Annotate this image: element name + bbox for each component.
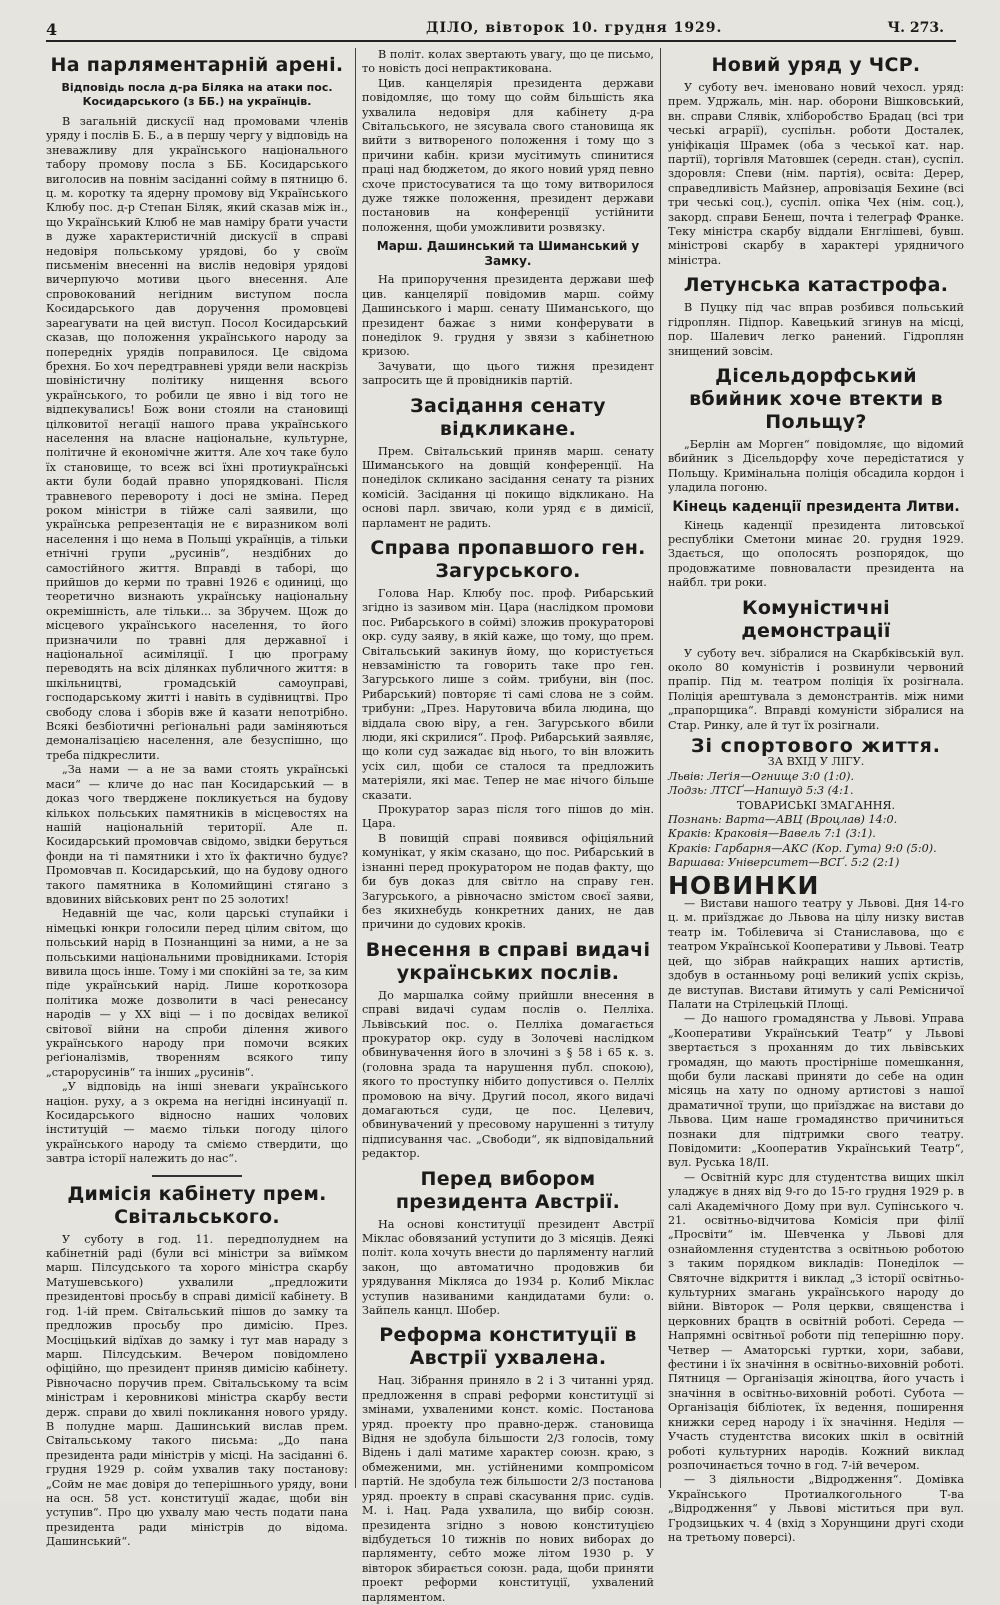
article-paragraph: Кінець каденції президента литовської республіки Сметони минає 20. грудня 1929. Здається, що ополосять розпорядок, що продовжатиме повноваласти президента на найбл. три роки. <box>668 518 964 590</box>
header-rule <box>46 40 956 42</box>
article-paragraph: Голова Нар. Клюбу пос. проф. Рибарський згідно із зазивом мін. Цара (наслідком промови пос. Рибарського в соймі) зложив прокураторові окр. суду заяву, в якій каже, що тому, що прем. Світальський закинув йому, що користується невзаміністю та говорить таке про ген. Загурського лише з сойм. трибуни, він (пос. Рибарський) повторяє ті самі слова не з сойм. трибуни: „През. Нарутовича вбила людина, що віддала свою віру, а ген. Загурського вбили люди, які скрилися“. Проф. Рибарський заявляє, що коли суд зажадає від нього, то він вложить усіх сил, щоби се сталося та предложить матеріяли, які має. Тепер не має нічого більше сказати. <box>362 586 654 802</box>
article-paragraph: До маршалка сойму прийшли внесення в справі видачі судам послів о. Пелліха. Львівський пос. о. Пелліха домагається прокуратор окр. суду в Золочеві наслідком обвинувачення його в злочині з § 58 і 65 к. з. (головна зрада та нарушення публ. спокою), якого то проступку нібито допустився о. Пелліх промовою на вічу. Другий посол, якого видачі домагаються суди, це пос. Целевич, обвинувачений у пресовому нарушенні з титулу підписування час. „Свободи“, як відповідальний редактор. <box>362 988 654 1161</box>
headline-czech-government: Новий уряд у ЧСР. <box>711 54 921 76</box>
article-paragraph: В повищій справі появився офіціяльний комунікат, у якім сказано, що пос. Рибарський в ізнанні перед прокуратором не подав факту, що би був доказ для світло на справу ген. Загурського, а рівночасно змістом своєї заяви, без якихнебудь конкретних даних, не дав причини до судових кроків. <box>362 831 654 932</box>
sport-subheading: ТОВАРИСЬКІ ЗМАГАННЯ. <box>736 798 896 812</box>
news-item: — Освітній курс для студентства вищих шкіл уладжує в днях від 9-го до 15-го грудня 1929 р. в салі Академічного Дому при вул. Супінського ч. 21. освітньо-відчитова Комісія при філії „Просвіти“ ім. Шевченка у Львові для ознайомлення студентства з освітньою роботою з таким порядком викладів: Понеділок — Святочне відкриття і виклад „З історії освітньо-культурних змагань українського народу до війни. Вівторок — Роля церкви, священства і церковних брацтв в освітній роботі. Середа — Напрямні освітньої роботи під теперішню пору. Четвер — Аматорські гуртки, хори, забави, фестини і їх значіння в освітньо-виховній роботі. Пятниця — Організація жіноцтва, його участь і значіння в освітньо-виховній роботі. Субота — Організація бібліотек, їх ведення, поширення книжки серед народу і їх значіння. Неділя — Участь студентства високих шкіл в освітній роботі культурних народів. Кожний виклад розпочинається точно в год. 7-ій вечером. <box>668 1170 964 1472</box>
headline-dusseldorf: Дісельдорфський вбийник хоче втекти в Польщу? <box>689 364 943 433</box>
article-separator <box>152 1175 242 1177</box>
news-item: — До нашого громадянства у Львові. Управа „Кооперативи Український Театр“ у Львові звертається з проханням до тих львівських громадян, що мають простірніше помешкання, щоби були ласкаві приняти до себе на один місяць на хату по одному артистові з нашої драматичної трупи, що приїзджає на вистави до Львова. Цим наше громадянство причиниться познаки для підтримки свого театру. Повідомити: „Кооператив Український Театр“, вул. Руська 18/II. <box>668 1012 964 1170</box>
headline-sport: Зі спортового життя. <box>690 735 942 757</box>
issue-number: Ч. 273. <box>887 20 944 36</box>
article-paragraph: В загальній дискусії над промовами членів уряду і послів Б. Б., а в першу чергу у відповідь на зневажливу для українського національного табору промову посла з ББ. Косидарського виголосив на повнім засіданні сойму в пятницю 6. ц. м. коротку та ядерну промову від Українського Клюбу пос. д-р Степан Біляк, який сказав між ін., що Український Клюб не мав наміру брати участи в дуже характеристичній дискусії в справі недовіря польському урядові, бо у своїм письменім внесенні на вислів недовіря урядові вичерпуючо мотиви цього внесення. Але спровокований негідним виступом посла Косидарського дав доручення промовцеві зареагувати на цей виступ. Посол Косидарський сказав, що положення українського народу за попередніх урядів поправилося. Це свідома брехня. Бо хоч передтравневі уряди вели наскрізь шовіністичну політику нищення всього українського, то робили це явно і від того не відпекувались! Бож вони стояли на становищі цілковитої негації нашого права українського населення на власне національне, культурне, політичне й економічне життя. Але хоч таке було їх становище, то всеж всі їхні протиукраїнські акти були бодай правно упорядковані. Після травневого перевороту і досі не зміна. Перед роком міністри в тійже салі заявили, що українська репрезентація не є виразником волі населення і що нема в Польщі українців, а тільки етнічні групи „русинів“, нездібних до самостійного життя. Вправді в таборі, що прийшов до керми по травні 1926 є одиниці, що теоретично визнають українську національну окремішність, але тільки... за Збручем. Щож до місцевого українського населення, то його призначили по травні для державної і національної асиміляції. І цю програму переводять на всіх ділянках публичного життя: в шкільництві, громадській самоуправі, господарському житті і навіть в судівництві. Про свободу слова і зборів вже й казати непотрібно. Всякі безбіотичні реґіональні ради заміняються демоналізацією населення, але безуспішно, що треба підкреслити. <box>46 115 348 762</box>
column-1 <box>46 48 348 1549</box>
article-paragraph: У суботу веч. іменовано новий чехосл. уряд: прем. Удржаль, мін. нар. оборони Вішковський, вн. справи Слявік, хліборобство Брадац (всі три чеські аграрії), суспільн. роботи Досталек, уніфікація Шрамек (оба з чеської кат. нар. партії), торгівля Матовшек (середн. стан), суспіл. здоровля: Спеви (нім. партія), освіта: Дерер, справедливість Майзнер, апровізація Бехине (всі три чеські соц.), суспіл. опіка Чех (нім. соц.), закорд. справи Бенеш, почта і телеграф Франке. Теку міністра скарбу віддали Енглішеві, бувш. міністрові скарбу в характері урядничого міністра. <box>668 81 964 267</box>
sport-result: Варшава: Університет—ВСҐ. 5:2 (2:1) <box>668 856 900 870</box>
article-paragraph: Зачувати, що цього тижня президент запросить ще й провідників партій. <box>362 359 654 388</box>
headline-austria-president: Перед вибором президента Австрії. <box>395 1167 621 1213</box>
column-divider <box>355 48 356 1488</box>
article-paragraph: Прокуратор зараз після того пішов до мін. Цара. <box>362 803 654 831</box>
article-paragraph: У суботу в год. 11. передполуднем на кабінетній раді (були всі міністри за виїмком марш. Пілсудського та хорого міністра скарбу Матушевського) ухвалили „предложити президентові просьбу в справі димісії кабінету. В год. 1-ій прем. Світальський пішов до замку та предложив просьбу про димісію. През. Мосціцький відїхав до замку і тут мав нараду з марш. Пілсудським. Вечером повідомлено офіційно, що президент приняв димісію кабінету. Рівночасно поручив прем. Світальському та всім міністрам і керовникові міністра скарбу вести держ. справи до хвилі покликання нового уряду. В полудне марш. Дашинський вислав прем. Світальському такого письма: „До пана президента ради міністрів у місці. На засіданні 6. грудня 1929 р. сойм ухвалив таку постанову: „Сойм не має довіря до теперішнього уряду, вони на осн. 58 уст. конституції жадає, щоби він уступив“. Про цю ухвалу маю честь подати пана президента ради міністрів до відома. Дашинський“. <box>46 1232 348 1549</box>
sport-result: Краків: Гарбарня—АКС (Кор. Гута) 9:0 (5:0). <box>668 841 937 855</box>
headline-extradition: Внесення в справі видачі українських послів. <box>365 938 651 984</box>
article-paragraph: В політ. колах звертають увагу, що це письмо, то новість досі непрактикована. <box>362 48 654 76</box>
page-header <box>46 18 956 40</box>
headline-parliament: На парляментарній арені. <box>50 54 344 76</box>
headline-dymisia: Димісія кабінету прем. Світальського. <box>67 1182 327 1228</box>
subheadline-parliament: Відповідь посла д-ра Біляка на атаки пос. Косидарського (з ББ.) на українців. <box>61 81 333 108</box>
news-item: — З діяльности „Відродження“. Домівка Українського Протиалкогольного Т-ва „Відродження“ у Львові міститься при вул. Гродзицьких ч. 4 (вхід з Хорунщини другі сходи на третьому поверсі). <box>668 1473 964 1544</box>
article-paragraph: Цив. канцелярія президента держави повідомляє, що тому що сойм більшість яка ухвалила недовіря для кабінету д-ра Світальського, не зясувала свого становища як вийти з витвореного положення і тому що з причини кабін. кризи мусітимуть спинитися праці над бюджетом, до якого новий уряд певно схоче пристосуватися та що тому витворилося дуже тяжке положення, президент держави постановив на конференції устійнити положення, щоби уможливити розвязку. <box>362 76 654 234</box>
article-paragraph: Прем. Світальський приняв марш. сенату Шиманського на довщій конференції. На понеділок скликано засідання сенату та різних комісій. Засідання ці покищо відкликано. На основі парл. звичаю, коли уряд є в димісії, парламент не радить. <box>362 444 654 530</box>
section-title-news: НОВИНКИ <box>668 870 820 900</box>
sport-result: Лодзь: ЛТСҐ—Напшуд 5:3 (4:1. <box>668 784 854 798</box>
article-paragraph: В Пуцку під час вправ розбився польський гідроплян. Підпор. Кавецький згинув на місці, пор. Шалевич легко ранений. Гідроплян знищений зовсім. <box>668 301 964 358</box>
headline-communists: Комуністичні демонстрації <box>741 596 891 642</box>
headline-air-crash: Летунська катастрофа. <box>683 274 949 297</box>
article-paragraph: Недавній ще час, коли царські ступайки і німецькі юнкри голосили перед цілим світом, що польський нарід в Познанщині за ними, а не за польськими національними провідниками. Історія вивила щось інше. Тому і ми спокійні за те, за ким піде український нарід. Лише короткозора політика може дозволити в часі ренесансу народів — у XX віці — і по досвідах великої світової війни на спроби ділення живого українського народу при помочи всяких реґіоналізмів, творенням всякого типу „старорусинів“ та інших „русинів“. <box>46 907 348 1079</box>
headline-lithuania: Кінець каденції президента Литви. <box>672 498 960 515</box>
column-divider <box>660 48 661 1488</box>
article-paragraph: „У відповідь на інші зневаги українського націон. руху, а з окрема на негідні інсинуації п. Косидарського відносно наших чолових інституцій — маємо тільки погоду цілого українського народу та сміємо ствердити, що завтра історії належить до нас“. <box>46 1080 348 1166</box>
page-number: 4 <box>46 20 58 39</box>
article-paragraph: „За нами — а не за вами стоять українські маси“ — кличе до нас пан Косидарський — в доказ чого тверджене покликується на будову кількох польських памятників в місцевостях на нашій національній території. Але п. Косидарський промовчав свідомо, звідки беруться фонди на ті памятники і хто їх фактично будує? Промовчав п. Косидарський, що на будову одного такого памятника в Коломийщині стягано з вдовиних військових рент по 25 золотих! <box>46 763 348 906</box>
headline-marshals: Марш. Дашинський та Шиманський у Замку. <box>376 239 640 269</box>
sport-subheading: ЗА ВХІД У ЛІГУ. <box>767 755 865 769</box>
article-paragraph: У суботу веч. зібралися на Скарбківській вул. около 80 комуністів і розвинули червоний прапір. Під м. театром поліція їх розігнала. Поліція арештувала з демонстрантів. між ними „прапорщика“. Вправді комуністи зібралися на Стар. Ринку, але й тут їх розігнали. <box>668 646 964 732</box>
headline-senate: Засідання сенату відкликане. <box>410 394 606 440</box>
headline-zagurski: Справа пропавшого ген. Загурського. <box>370 536 646 582</box>
column-2 <box>362 48 654 1604</box>
article-paragraph: „Берлін ам Морген“ повідомляє, що відомий вбийник з Дісельдорфу хоче передістатися у Польщу. Кримінальна поліція обсадила кордон і уладила погоню. <box>668 437 964 495</box>
article-paragraph: На припоручення президента держави шеф цив. канцелярії повідомив марш. сойму Дашинського і марш. сенату Шиманського, що президент бажає з ними конферувати в понеділок 9. грудня у звязи з кабінетною кризою. <box>362 273 654 359</box>
article-paragraph: Нац. Зібрання приняло в 2 і 3 читанні уряд. предложення в справі реформи конституції зі змінами, ухваленими конст. коміс. Постанова уряд. проекту про правно-держ. становища Відня не здобула більшости 2/3 голосів, тому Відень і далі матиме характер союзн. краю, з обмеженими, мн. устійненими компромісом партій. Не здобула теж більшости 2/3 постанова уряд. проекту в справі скасування прис. судів. М. і. Нац. Рада ухвалила, що вибір союзн. президента згідно з новою конституцією відбудеться 10 тижнів по нових виборах до парляменту, себто може літом 1930 р. У вівторок збирається союзн. рада, щоби приняти проект реформи конституції, ухвалений парляментом. <box>362 1374 654 1604</box>
column-3 <box>668 48 964 1544</box>
sport-result: Краків: Краковія—Вавель 7:1 (3:1). <box>668 827 876 841</box>
masthead: ДІЛО, вівторок 10. грудня 1929. <box>426 20 723 36</box>
news-item: — Вистави нашого театру у Львові. Дня 14-го ц. м. приїзджає до Львова на цілу низку вистав театр ім. Тобілевича зі Станиславова, що є театром Української Кооперативи у Львові. Театр цей, що зібрав найкращих наших артистів, здобув в останньому році великий успіх скрізь, де виступав. Вистави йтимуть у салі Ремісничої Палати на Стрілецькій Площі. <box>668 897 964 1011</box>
sport-result: Познань: Варта—АВЦ (Вроцлав) 14:0. <box>668 813 898 827</box>
sport-result: Львів: Леґія—Огнище 3:0 (1:0). <box>668 769 855 783</box>
headline-austria-reform: Реформа конституції в Австрії ухвалена. <box>379 1324 637 1370</box>
article-paragraph: На основі конституції президент Австрії Міклас обовязаний уступити до 3 місяців. Деякі політ. кола хочуть внести до парляменту наглий закон, що автоматично продовжив би урядування Мікляса до 1934 р. Колиб Міклас уступив називаними кандидатами були: о. Зайпель канцл. Шобер. <box>362 1217 654 1318</box>
